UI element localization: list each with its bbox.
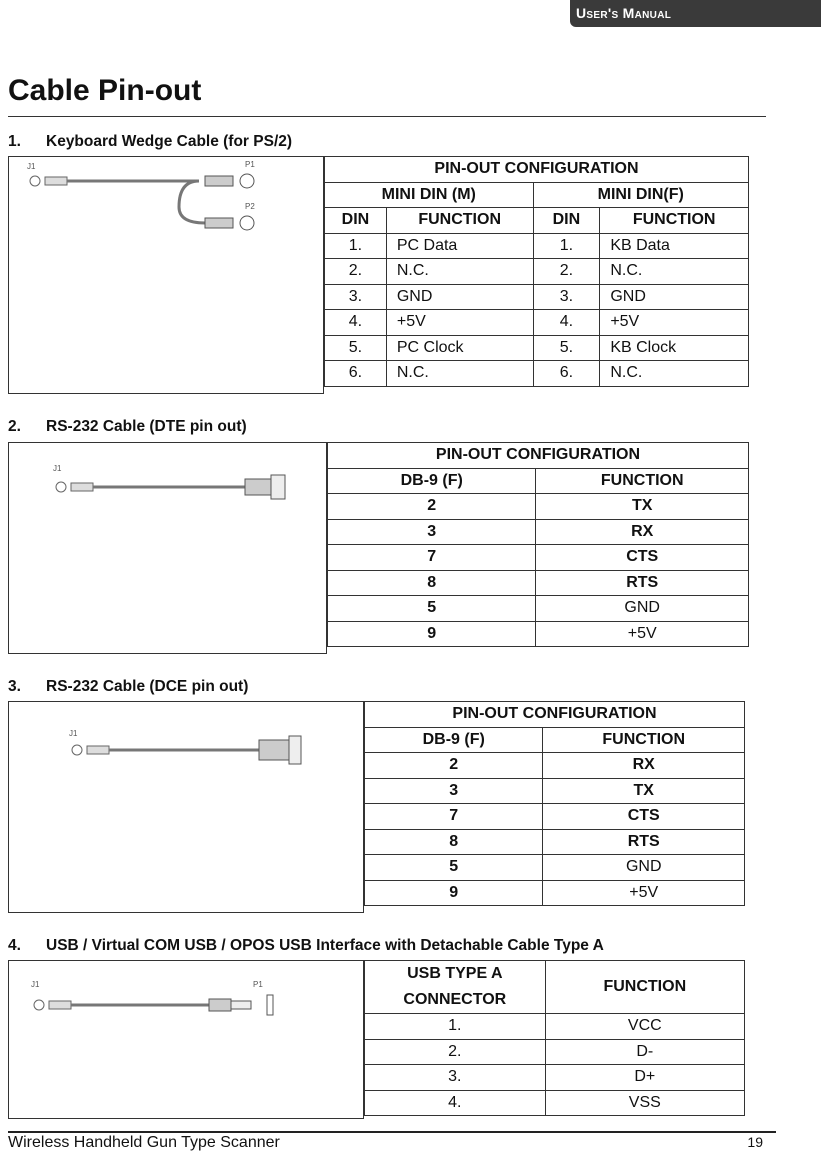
table-row [365,1039,745,1065]
table-cell: RX [543,753,745,779]
table-cell: N.C. [386,259,533,285]
column-header: FUNCTION [545,961,744,1014]
section-number: 3. [8,678,21,695]
db9-connector-icon [259,740,289,760]
footer-product-name: Wireless Handheld Gun Type Scanner [8,1134,280,1151]
page-number: 19 [747,1134,763,1150]
table-cell: 4. [533,310,600,336]
dte-pinout-table [327,442,749,647]
table-config-header: PIN-OUT CONFIGURATION [365,702,745,728]
table-cell: CTS [536,545,749,571]
j1-label: J1 [69,729,78,738]
section-4-heading [8,937,604,955]
table-row [365,855,745,881]
table-cell: RTS [536,570,749,596]
j1-label: J1 [27,162,36,171]
section-title: RS-232 Cable (DTE pin out) [46,418,247,435]
table-cell: VCC [545,1014,744,1040]
table-cell: 3. [365,1065,546,1091]
table-cell: GND [543,855,745,881]
table-cell: PC Data [386,233,533,259]
table-cell: 5 [328,596,536,622]
table-cell: 2 [365,753,543,779]
group-header-male: MINI DIN (M) [325,182,534,208]
table-cell: 3. [533,284,600,310]
table-cell: N.C. [600,259,749,285]
table-cell: KB Data [600,233,749,259]
section-number: 2. [8,418,21,435]
table-cell: 9 [365,880,543,906]
section-number: 1. [8,133,21,150]
table-row [365,753,745,779]
table-row [365,1065,745,1091]
table-cell: +5V [386,310,533,336]
table-row [328,621,749,647]
table-cell: 1. [365,1014,546,1040]
table-cell: 2. [365,1039,546,1065]
table-cell: +5V [543,880,745,906]
section-3-heading [8,678,248,696]
group-header-female: MINI DIN(F) [533,182,749,208]
column-header: FUNCTION [600,208,749,234]
table-config-header: PIN-OUT CONFIGURATION [328,443,749,469]
table-row [365,804,745,830]
table-row [365,880,745,906]
table-cell: 3. [325,284,387,310]
table-cell: KB Clock [600,335,749,361]
footer-divider [8,1131,776,1133]
section-title: RS-232 Cable (DCE pin out) [46,678,249,695]
dte-cable-diagram [8,442,327,654]
ps2-cable-illustration [9,157,323,393]
table-cell: 4. [325,310,387,336]
table-cell: 6. [325,361,387,387]
table-cell: 3 [328,519,536,545]
usb-pinout-table [364,960,745,1116]
table-cell: 3 [365,778,543,804]
table-row [325,233,749,259]
j1-connector-icon [72,745,82,755]
table-row [365,778,745,804]
table-cell: 8 [328,570,536,596]
table-row [325,259,749,285]
table-cell: 2. [533,259,600,285]
table-cell: N.C. [600,361,749,387]
column-header: FUNCTION [543,727,745,753]
usb-cable-diagram [8,960,364,1119]
table-cell: D- [545,1039,744,1065]
table-cell: 5 [365,855,543,881]
table-cell: GND [536,596,749,622]
table-cell: +5V [600,310,749,336]
table-row [328,596,749,622]
table-cell: 9 [328,621,536,647]
column-header: DIN [533,208,600,234]
section-1-heading [8,133,292,151]
column-header: DIN [325,208,387,234]
manual-header-tag: User's Manual [570,0,821,27]
table-cell: 2. [325,259,387,285]
table-row [365,1090,745,1116]
j1-label: J1 [31,980,40,989]
section-title: USB / Virtual COM USB / OPOS USB Interface with Detachable Cable Type A [46,937,604,954]
section-2-heading [8,418,247,436]
page-title: Cable Pin-out [8,74,202,107]
p2-plug-icon [205,218,233,228]
table-row [328,570,749,596]
table-row [365,1014,745,1040]
table-cell: GND [600,284,749,310]
table-cell: GND [386,284,533,310]
dce-pinout-table [364,701,745,906]
table-row [325,361,749,387]
table-cell: CTS [543,804,745,830]
ps2-pinout-table [324,156,749,387]
p2-label: P2 [245,202,255,211]
usb-cable-illustration [9,961,363,1118]
table-row [328,545,749,571]
table-config-header: PIN-OUT CONFIGURATION [325,157,749,183]
table-row [325,335,749,361]
table-cell: TX [536,494,749,520]
table-cell: 4. [365,1090,546,1116]
section-title: Keyboard Wedge Cable (for PS/2) [46,133,293,150]
db9-connector-icon [245,479,271,495]
dte-cable-illustration [9,443,326,653]
column-header: DB-9 (F) [365,727,543,753]
j1-label: J1 [53,464,62,473]
table-cell: 1. [325,233,387,259]
column-header: FUNCTION [386,208,533,234]
p1-label: P1 [245,160,255,169]
table-cell: 7 [328,545,536,571]
table-cell: RX [536,519,749,545]
table-row [325,310,749,336]
section-number: 4. [8,937,21,954]
dce-cable-diagram [8,701,364,913]
table-cell: 1. [533,233,600,259]
table-cell: +5V [536,621,749,647]
table-cell: VSS [545,1090,744,1116]
dce-cable-illustration [9,702,363,912]
j1-connector-icon [30,176,40,186]
table-cell: N.C. [386,361,533,387]
table-row [365,829,745,855]
table-cell: D+ [545,1065,744,1091]
column-header: DB-9 (F) [328,468,536,494]
table-cell: 5. [325,335,387,361]
column-header: USB TYPE A CONNECTOR [365,961,546,1014]
column-header: FUNCTION [536,468,749,494]
title-divider [8,116,766,117]
table-cell: PC Clock [386,335,533,361]
table-row [328,494,749,520]
j1-connector-icon [34,1000,44,1010]
table-cell: 2 [328,494,536,520]
usb-plug-icon [209,999,231,1011]
p1-label: P1 [253,980,263,989]
table-cell: TX [543,778,745,804]
ps2-cable-diagram [8,156,324,394]
table-cell: 5. [533,335,600,361]
p1-plug-icon [205,176,233,186]
table-cell: 8 [365,829,543,855]
j1-connector-icon [56,482,66,492]
table-row [328,519,749,545]
table-cell: 6. [533,361,600,387]
table-cell: 7 [365,804,543,830]
table-row [325,284,749,310]
table-cell: RTS [543,829,745,855]
